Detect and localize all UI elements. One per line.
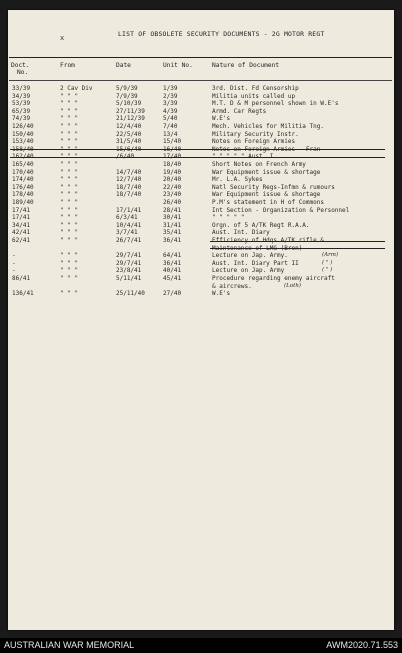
row-doct: 33/39 — [12, 85, 31, 92]
strike-line — [10, 157, 385, 158]
row-doct: 189/40 — [12, 199, 34, 206]
footer-accession: AWM2020.71.553 — [326, 640, 398, 650]
column-header-doct — [11, 62, 30, 77]
handwritten-annotation: (Loth) — [284, 282, 302, 289]
header-rule-bottom — [9, 80, 392, 81]
table-row — [0, 115, 402, 122]
row-nature: Orgn. of 5 A/TK Regt R.A.A. — [212, 221, 310, 229]
table-row — [0, 93, 402, 100]
row-nature: & aircrews. — [212, 282, 252, 290]
row-nature: W.E's — [212, 290, 231, 298]
row-doct: 165/40 — [12, 161, 34, 168]
row-from: " " " — [60, 138, 79, 146]
row-from: " " " — [60, 199, 79, 206]
row-doct: 126/40 — [12, 123, 34, 130]
row-unit: 23/40 — [163, 191, 182, 199]
row-nature: Procedure regarding enemy aircraft — [212, 275, 335, 282]
row-date: 18/7/40 — [116, 191, 142, 199]
row-nature: Mech. Vehicles for Militia Tng. — [212, 123, 324, 130]
row-date: 3/7/41 — [116, 229, 138, 237]
handwritten-annotation: (Arm) — [322, 252, 339, 259]
strike-line — [210, 248, 385, 249]
table-row — [0, 199, 402, 206]
row-doct: 170/40 — [12, 168, 34, 176]
row-from: " " " — [60, 275, 79, 282]
strike-line — [210, 241, 385, 242]
table-row — [0, 290, 402, 297]
row-nature: P.M's statement in H of Commons — [212, 199, 324, 206]
row-unit: 15/40 — [163, 138, 182, 146]
table-row — [0, 222, 402, 229]
row-from: " " " — [60, 252, 79, 260]
table-row — [0, 191, 402, 198]
table-row — [0, 214, 402, 221]
row-nature: W.E's — [212, 115, 231, 123]
row-unit: 35/41 — [163, 229, 182, 237]
table-row — [0, 260, 402, 267]
row-date: 21/12/39 — [116, 115, 145, 123]
row-from: " " " — [60, 115, 79, 123]
row-doct: 42/41 — [12, 229, 31, 237]
footer-bar — [0, 638, 402, 653]
row-nature: Mr. L.A. Sykes — [212, 176, 263, 184]
row-from: " " " — [60, 267, 79, 275]
footer-source: AUSTRALIAN WAR MEMORIAL — [4, 640, 135, 650]
row-doct: 74/39 — [12, 115, 31, 123]
row-unit: 45/41 — [163, 275, 182, 282]
row-doct: 178/40 — [12, 191, 34, 199]
row-from: 2 Cav Div — [60, 85, 93, 92]
table-row — [0, 108, 402, 115]
row-unit: 2/39 — [163, 92, 178, 100]
row-date: 6/3/41 — [116, 214, 138, 222]
row-nature: Militia units called up — [212, 92, 296, 100]
row-from: " " " — [60, 130, 79, 138]
row-from: " " " — [60, 237, 79, 244]
row-doct: 62/41 — [12, 237, 31, 244]
row-date: 5/9/39 — [116, 85, 138, 92]
row-date: 12/4/40 — [116, 123, 142, 130]
row-from: " " " — [60, 191, 79, 199]
row-from: " " " — [60, 290, 79, 298]
row-unit: 13/4 — [163, 130, 178, 138]
row-unit: 5/40 — [163, 115, 178, 123]
row-date: 29/7/41 — [116, 252, 142, 260]
column-header-doct-label: Doct. No. — [11, 62, 30, 77]
row-date: 7/9/39 — [116, 92, 138, 100]
row-doct: 17/41 — [12, 206, 31, 214]
row-date: 5/11/41 — [116, 275, 142, 282]
row-nature: Short Notes on French Army — [212, 161, 306, 168]
row-date: 12/7/40 — [116, 176, 142, 184]
row-from: " " " — [60, 259, 79, 267]
table-row — [0, 131, 402, 138]
row-unit: 31/41 — [163, 221, 182, 229]
handwritten-annotation: ( " ) — [322, 259, 333, 266]
row-doct: 34/41 — [12, 221, 31, 229]
row-unit: 19/40 — [163, 168, 182, 176]
row-nature: War Equipment issue & shortage — [212, 168, 321, 176]
row-date: 22/5/40 — [116, 130, 142, 138]
table-row — [0, 283, 402, 290]
row-nature: Natl Security Regs-Infmn & rumours — [212, 183, 335, 191]
table-row — [0, 169, 402, 176]
row-unit: 30/41 — [163, 214, 182, 222]
row-doct: - — [12, 267, 16, 275]
row-from: " " " — [60, 161, 79, 168]
row-unit: 28/41 — [163, 206, 182, 214]
row-nature: War Equipment issue & shortage — [212, 191, 321, 199]
row-date: 14/7/40 — [116, 168, 142, 176]
row-unit: 1/39 — [163, 85, 178, 92]
row-unit: 36/41 — [163, 259, 182, 267]
row-doct: - — [12, 259, 16, 267]
table-row — [0, 176, 402, 183]
row-doct: 86/41 — [12, 275, 31, 282]
row-date: 26/7/41 — [116, 237, 142, 244]
row-date: 25/11/40 — [116, 290, 145, 298]
row-doct: 153/40 — [12, 138, 34, 146]
row-doct: 53/39 — [12, 100, 31, 108]
column-header-unit-no: Unit No. — [163, 62, 193, 69]
row-doct: 17/41 — [12, 214, 31, 222]
row-doct: 150/40 — [12, 130, 34, 138]
row-doct: 65/39 — [12, 107, 31, 115]
row-unit: 20/40 — [163, 176, 182, 184]
row-date: 29/7/41 — [116, 259, 142, 267]
row-unit: 36/41 — [163, 237, 182, 244]
strike-line — [10, 149, 385, 150]
row-from: " " " — [60, 123, 79, 130]
row-nature: Armd. Car Regts — [212, 107, 267, 115]
row-nature: Lecture on Jap. Army — [212, 267, 285, 275]
table-row — [0, 267, 402, 274]
row-unit: 3/39 — [163, 100, 178, 108]
row-nature: Lecture on Jap. Army. — [212, 252, 288, 260]
row-from: " " " — [60, 100, 79, 108]
row-from: " " " — [60, 221, 79, 229]
table-row — [0, 85, 402, 92]
row-nature: Military Security Instr. — [212, 130, 299, 138]
document-title: LIST OF OBSOLETE SECURITY DOCUMENTS - 2G MOTOR REGT — [118, 30, 325, 38]
pencil-mark: x — [60, 34, 65, 42]
column-header-nature: Nature of Document — [212, 62, 280, 69]
handwritten-annotation: ( " ) — [322, 267, 333, 274]
row-date: 17/1/41 — [116, 206, 142, 214]
row-from: " " " — [60, 206, 79, 214]
table-row — [0, 123, 402, 130]
row-nature: 3rd. Dist. Fd Censorship — [212, 85, 299, 92]
row-unit: 26/40 — [163, 199, 182, 206]
row-doct: 174/40 — [12, 176, 34, 184]
row-nature: Int Section - Organization & Personnel — [212, 206, 350, 214]
row-unit: 4/39 — [163, 107, 178, 115]
row-date: 31/5/40 — [116, 138, 142, 146]
row-from: " " " — [60, 176, 79, 184]
table-row — [0, 252, 402, 259]
row-from: " " " — [60, 214, 79, 222]
row-date: 18/7/40 — [116, 183, 142, 191]
table-row — [0, 161, 402, 168]
row-nature: " " " " " — [212, 214, 245, 222]
row-from: " " " — [60, 107, 79, 115]
table-row — [0, 229, 402, 236]
row-from: " " " — [60, 229, 79, 237]
row-nature: Notes on Foreign Armies — [212, 138, 296, 146]
row-date: 23/8/41 — [116, 267, 142, 275]
row-doct: - — [12, 252, 16, 260]
column-header-from: From — [60, 62, 75, 69]
row-nature: Aust. Int. Diary — [212, 229, 270, 237]
header-rule — [9, 57, 392, 58]
row-unit: 40/41 — [163, 267, 182, 275]
row-date: 10/4/41 — [116, 221, 142, 229]
column-header-date: Date — [116, 62, 131, 69]
row-unit: 27/40 — [163, 290, 182, 298]
table-row — [0, 100, 402, 107]
row-from: " " " — [60, 168, 79, 176]
row-nature: M.T. D & M personnel shown in W.E's — [212, 100, 339, 108]
table-row — [0, 138, 402, 145]
row-unit: 18/40 — [163, 161, 182, 168]
row-doct: 176/40 — [12, 183, 34, 191]
row-doct: 136/41 — [12, 290, 34, 298]
row-unit: 64/41 — [163, 252, 182, 260]
row-unit: 22/40 — [163, 183, 182, 191]
table-row — [0, 207, 402, 214]
row-unit: 7/40 — [163, 123, 178, 130]
row-date: 27/11/39 — [116, 107, 145, 115]
row-nature: Aust. Int. Diary Part II — [212, 259, 299, 267]
row-date: 5/10/39 — [116, 100, 142, 108]
table-row — [0, 275, 402, 282]
row-from: " " " — [60, 183, 79, 191]
table-row — [0, 184, 402, 191]
row-from: " " " — [60, 92, 79, 100]
row-doct: 34/39 — [12, 92, 31, 100]
